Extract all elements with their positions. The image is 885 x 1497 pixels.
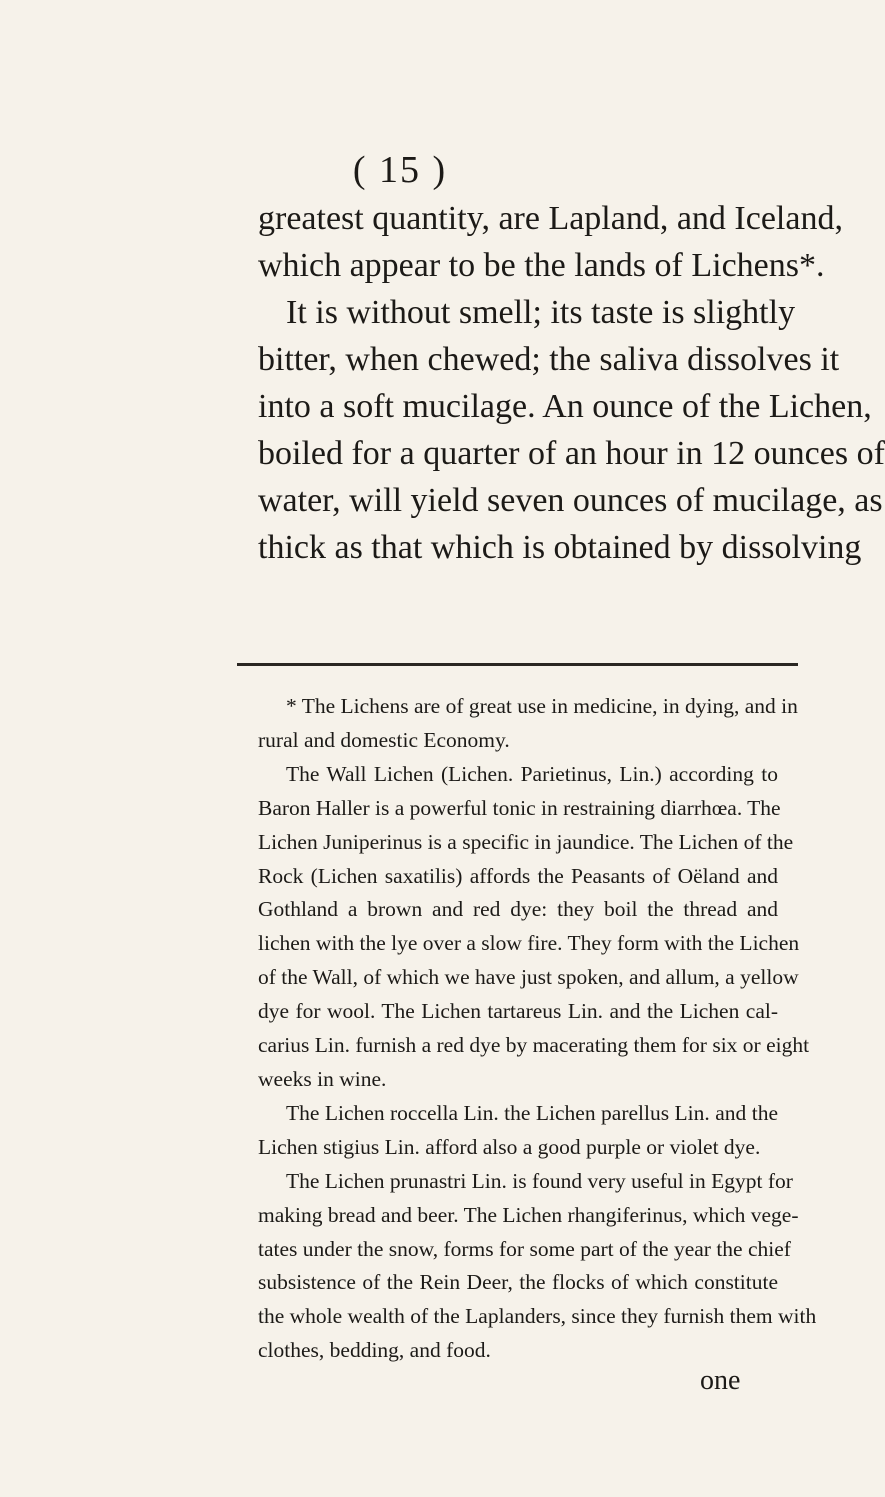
footnote-line: carius Lin. furnish a red dye by macerating them for six or eight bbox=[258, 1033, 810, 1058]
footnote-line: Rock (Lichen saxatilis) affords the Peasants of Oëland and bbox=[258, 863, 778, 888]
body-line: which appear to be the lands of Lichens*. bbox=[258, 247, 825, 284]
footnote-line: subsistence of the Rein Deer, the flocks of which constitute bbox=[258, 1270, 778, 1295]
footnote-line: dye for wool. The Lichen tartareus Lin. and the Lichen cal- bbox=[258, 999, 778, 1024]
footnote-line: the whole wealth of the Laplanders, since they furnish them with bbox=[258, 1304, 817, 1329]
body-line: greatest quantity, are Lapland, and Iceland, bbox=[258, 200, 843, 237]
footnote-line: weeks in wine. bbox=[258, 1066, 387, 1091]
footnote-line: Lichen Juniperinus is a specific in jaundice. The Lichen of the bbox=[258, 829, 794, 854]
footnote-line: rural and domestic Economy. bbox=[258, 727, 510, 752]
body-line: thick as that which is obtained by dissolving bbox=[258, 529, 862, 566]
footnote-line: making bread and beer. The Lichen rhangiferinus, which vege- bbox=[258, 1202, 799, 1227]
footnote-line: tates under the snow, forms for some part of the year the chief bbox=[258, 1236, 791, 1261]
body-line: boiled for a quarter of an hour in 12 ounces of bbox=[258, 435, 885, 472]
page-number: ( 15 ) bbox=[352, 149, 448, 191]
footnote-line: The Lichen roccella Lin. the Lichen parellus Lin. and the bbox=[286, 1100, 778, 1125]
main-text bbox=[258, 195, 885, 571]
footnote-line: Lichen stigius Lin. afford also a good purple or violet dye. bbox=[258, 1134, 761, 1159]
body-line: water, will yield seven ounces of mucilage, as bbox=[258, 482, 883, 519]
body-line: into a soft mucilage. An ounce of the Lichen, bbox=[258, 388, 872, 425]
footnote-divider bbox=[237, 663, 798, 666]
footnote-line: * The Lichens are of great use in medicine, in dying, and in bbox=[286, 694, 798, 718]
footnote-line: Baron Haller is a powerful tonic in restraining diarrhœa. The bbox=[258, 795, 781, 820]
footnote-line: The Lichen prunastri Lin. is found very useful in Egypt for bbox=[286, 1168, 793, 1193]
catchword: one bbox=[700, 1365, 741, 1396]
footnote-line: The Wall Lichen (Lichen. Parietinus, Lin.) according to bbox=[286, 761, 778, 786]
footnote-line: of the Wall, of which we have just spoken, and allum, a yellow bbox=[258, 965, 799, 990]
footnote-line: clothes, bedding, and food. bbox=[258, 1338, 491, 1363]
body-line: It is without smell; its taste is slightly bbox=[286, 294, 796, 331]
body-line: bitter, when chewed; the saliva dissolves it bbox=[258, 341, 840, 378]
footnote bbox=[258, 690, 817, 1368]
footnote-line: lichen with the lye over a slow fire. They form with the Lichen bbox=[258, 931, 800, 956]
footnote-line: Gothland a brown and red dye: they boil the thread and bbox=[258, 897, 778, 922]
